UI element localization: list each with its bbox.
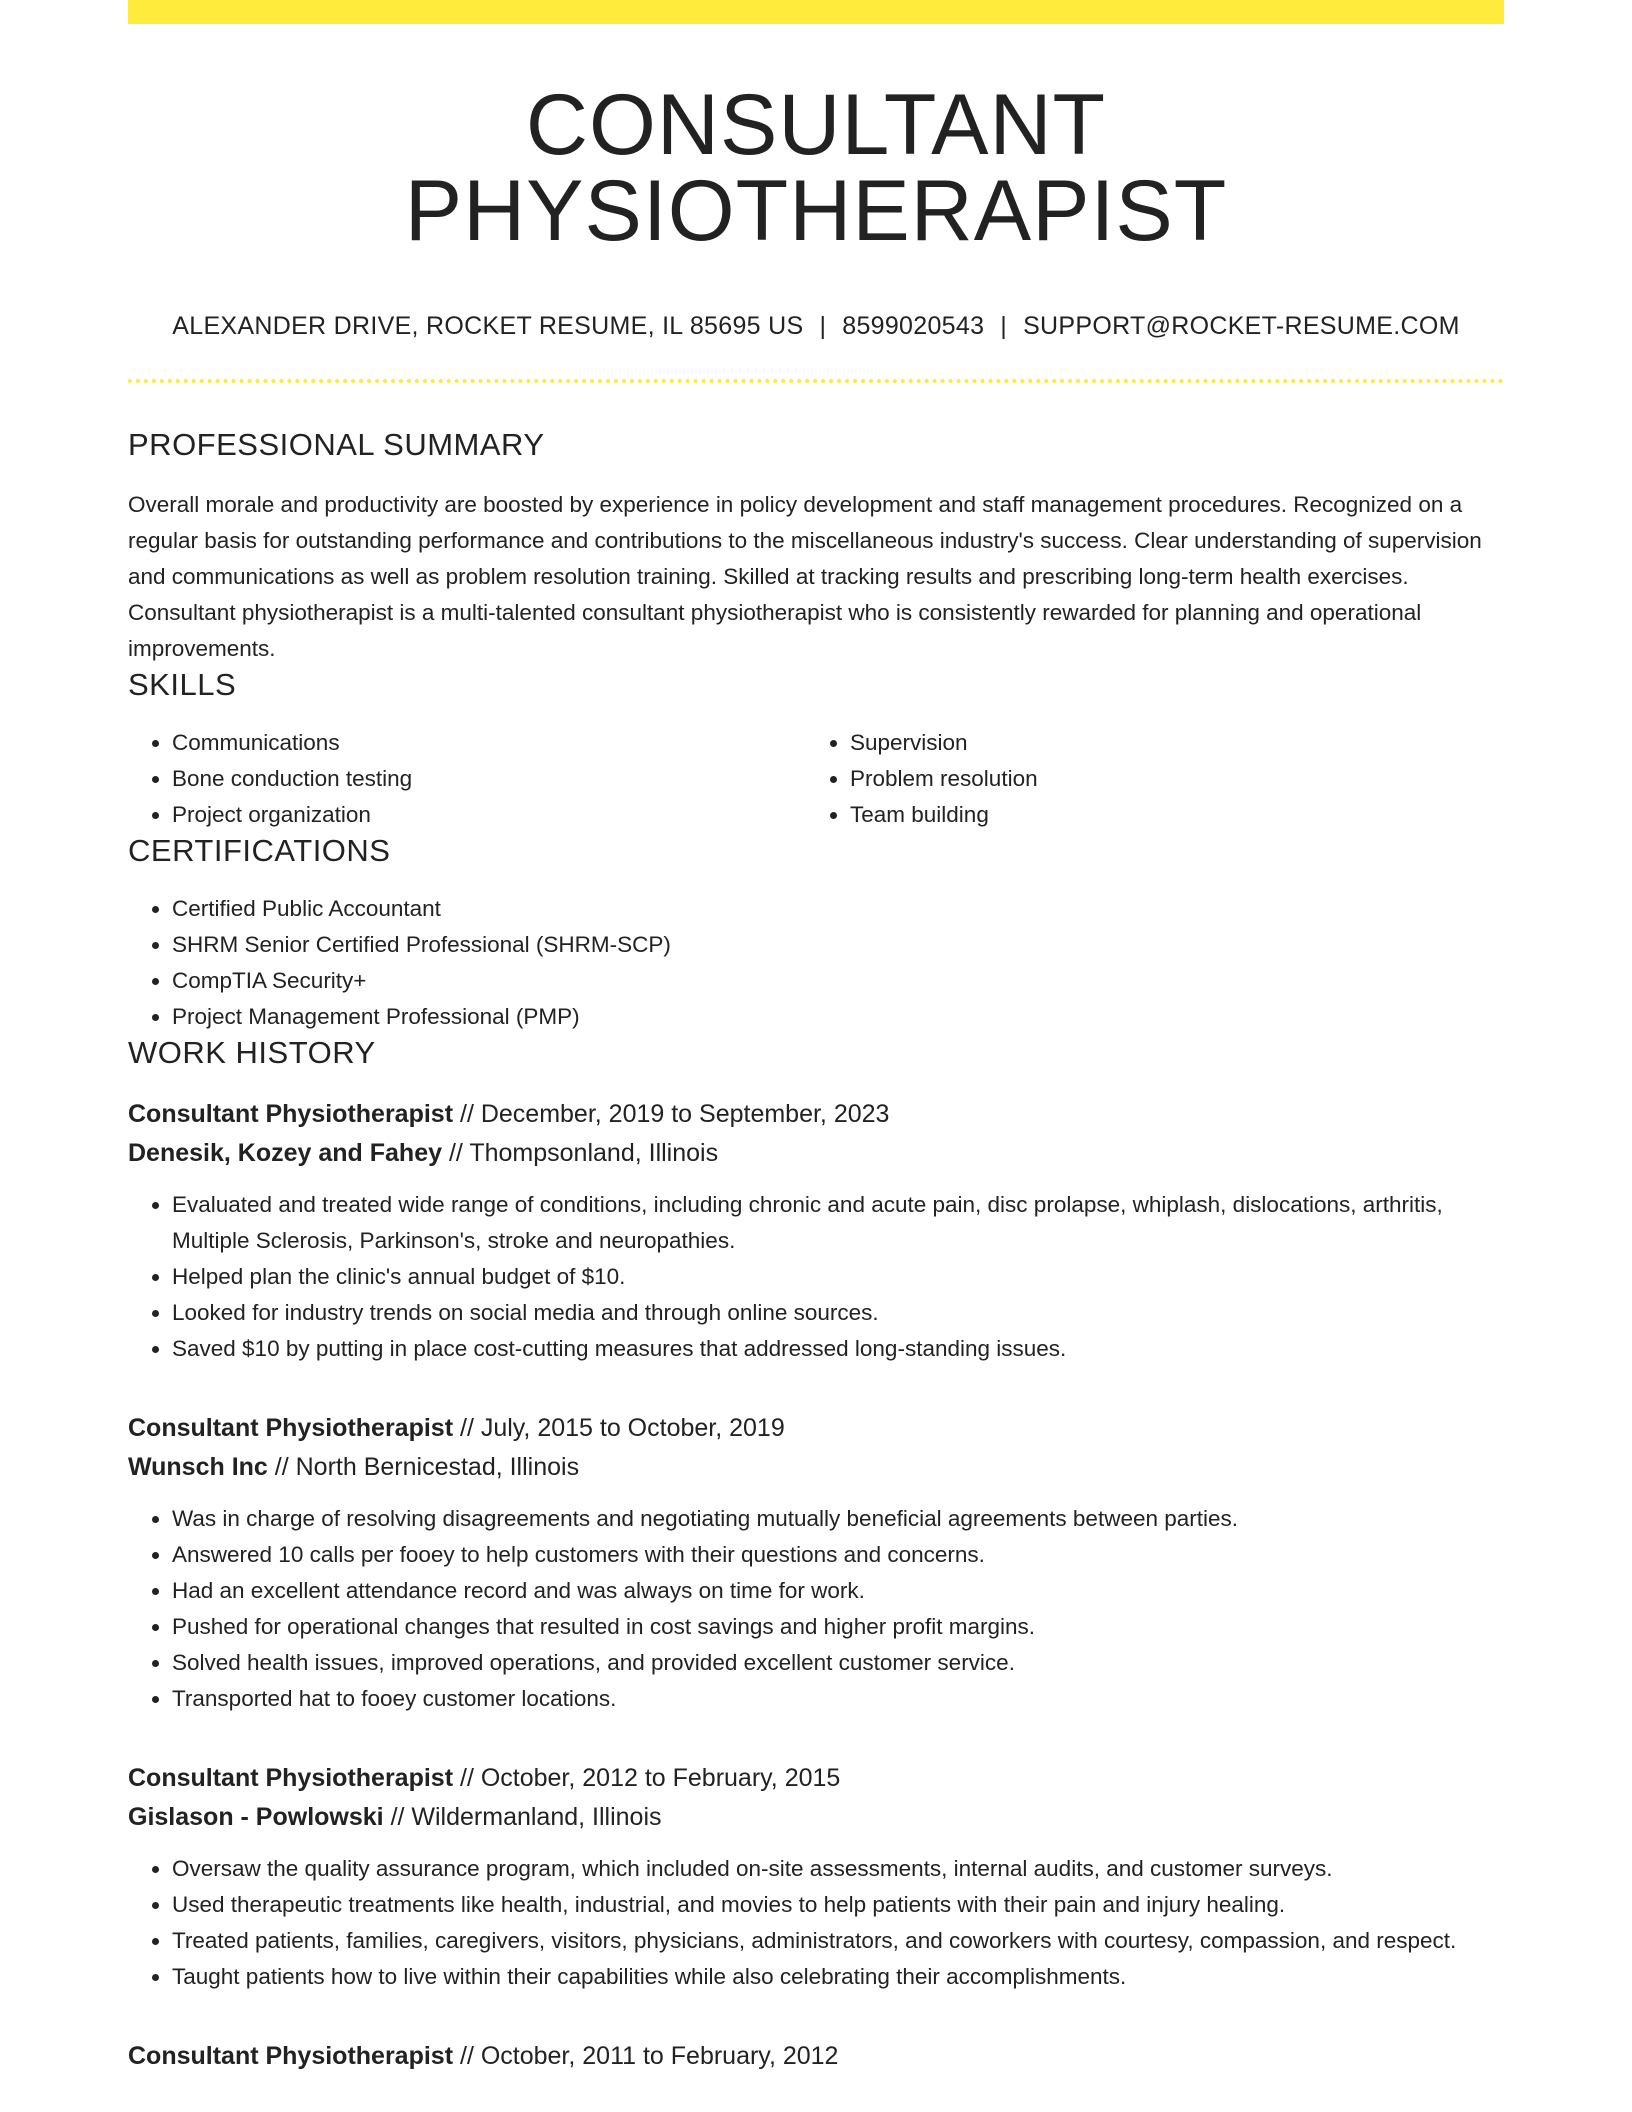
skills-title: SKILLS [128,667,237,702]
skill-item: • Bone conduction testing [172,761,806,797]
job-bullets [128,1187,1504,1367]
summary-title: PROFESSIONAL SUMMARY [128,427,545,462]
skill-item: • Project organization [172,797,806,833]
job-bullet: • Taught patients how to live within their capabilities while also celebrating their accomplishments. [172,1959,1504,1995]
work-history-title: WORK HISTORY [128,1035,376,1070]
header-divider [128,379,1504,383]
job-dates: // December, 2019 to September, 2023 [453,1100,890,1128]
skills-column-right [806,725,1484,833]
job-entry [128,2037,1504,2076]
job-bullet: • Saved $10 by putting in place cost-cutting measures that addressed long-standing issues. [172,1331,1504,1367]
job-company: Gislason - Powlowski [128,1803,384,1831]
summary-text: Overall morale and productivity are boosted by experience in policy development and staff management procedures. Recognized on a regular basis for outstanding performance and contributions to the miscellaneous industry's success. Clear understanding of supervision and communications as well as problem resolution training. Skilled at tracking results and prescribing long-term health exercises. Consultant physiotherapist is a multi-talented consultant physiotherapist who is consistently rewarded for planning and operational improvements. [128,492,1482,661]
job-location: // Wildermanland, Illinois [383,1803,662,1831]
contact-email: SUPPORT@ROCKET-RESUME.COM [1023,312,1460,340]
job-bullets [128,1501,1504,1717]
certification-item: • Project Management Professional (PMP) [172,999,1504,1035]
skills-column-left [128,725,806,833]
job-dates: // October, 2011 to February, 2012 [453,2042,839,2070]
certifications-list [128,891,1504,1035]
resume-name: CONSULTANT PHYSIOTHERAPIST [404,77,1228,259]
job-bullet: • Evaluated and treated wide range of conditions, including chronic and acute pain, disc prolapse, whiplash, dislocations, arthritis, Multiple Sclerosis, Parkinson's, stroke and neuropathies. [172,1187,1504,1259]
job-company-line [128,1134,1504,1173]
certifications-title: CERTIFICATIONS [128,833,391,868]
job-bullet: • Treated patients, families, caregivers, visitors, physicians, administrators, and coworkers with courtesy, compassion, and respect. [172,1923,1504,1959]
job-role-line [128,2037,1504,2076]
job-company-line [128,1448,1504,1487]
skills-list [128,725,1504,833]
top-accent-bar [128,0,1504,24]
job-location: // Thompsonland, Illinois [442,1139,719,1167]
job-bullet: • Used therapeutic treatments like health, industrial, and movies to help patients with their pain and injury healing. [172,1887,1504,1923]
job-bullet: • Solved health issues, improved operations, and provided excellent customer service. [172,1645,1504,1681]
job-bullet: • Pushed for operational changes that resulted in cost savings and higher profit margins. [172,1609,1504,1645]
job-role: Consultant Physiotherapist [128,1764,454,1792]
skill-item: • Communications [172,725,806,761]
job-entry [128,1409,1504,1717]
job-dates: // October, 2012 to February, 2015 [453,1764,841,1792]
job-bullets [128,1851,1504,1995]
job-role: Consultant Physiotherapist [128,2042,454,2070]
contact-separator: | [819,312,827,340]
job-role: Consultant Physiotherapist [128,1414,454,1442]
job-role-line [128,1759,1504,1798]
job-dates: // July, 2015 to October, 2019 [453,1414,785,1442]
job-role-line [128,1409,1504,1448]
job-company: Denesik, Kozey and Fahey [128,1139,443,1167]
job-bullet: • Answered 10 calls per fooey to help customers with their questions and concerns. [172,1537,1504,1573]
job-bullet: • Looked for industry trends on social media and through online sources. [172,1295,1504,1331]
job-entry [128,1759,1504,1995]
contact-separator: | [1000,312,1008,340]
certification-item: • CompTIA Security+ [172,963,1504,999]
job-bullet: • Transported hat to fooey customer locations. [172,1681,1504,1717]
skill-item: • Supervision [850,725,1484,761]
certification-item: • SHRM Senior Certified Professional (SHRM-SCP) [172,927,1504,963]
contact-address: ALEXANDER DRIVE, ROCKET RESUME, IL 85695 US [172,312,804,340]
job-bullet: • Had an excellent attendance record and was always on time for work. [172,1573,1504,1609]
contact-line [128,312,1504,341]
job-bullet: • Oversaw the quality assurance program, which included on-site assessments, internal audits, and customer surveys. [172,1851,1504,1887]
job-bullet: • Helped plan the clinic's annual budget of $10. [172,1259,1504,1295]
resume-page [128,0,1504,2076]
job-company-line [128,1798,1504,1837]
contact-phone: 8599020543 [842,312,985,340]
job-entry [128,1095,1504,1367]
job-company: Wunsch Inc [128,1453,268,1481]
skill-item: • Team building [850,797,1484,833]
skill-item: • Problem resolution [850,761,1484,797]
certification-item: • Certified Public Accountant [172,891,1504,927]
job-location: // North Bernicestad, Illinois [267,1453,580,1481]
job-role-line [128,1095,1504,1134]
job-bullet: • Was in charge of resolving disagreements and negotiating mutually beneficial agreements between parties. [172,1501,1504,1537]
job-role: Consultant Physiotherapist [128,1100,454,1128]
